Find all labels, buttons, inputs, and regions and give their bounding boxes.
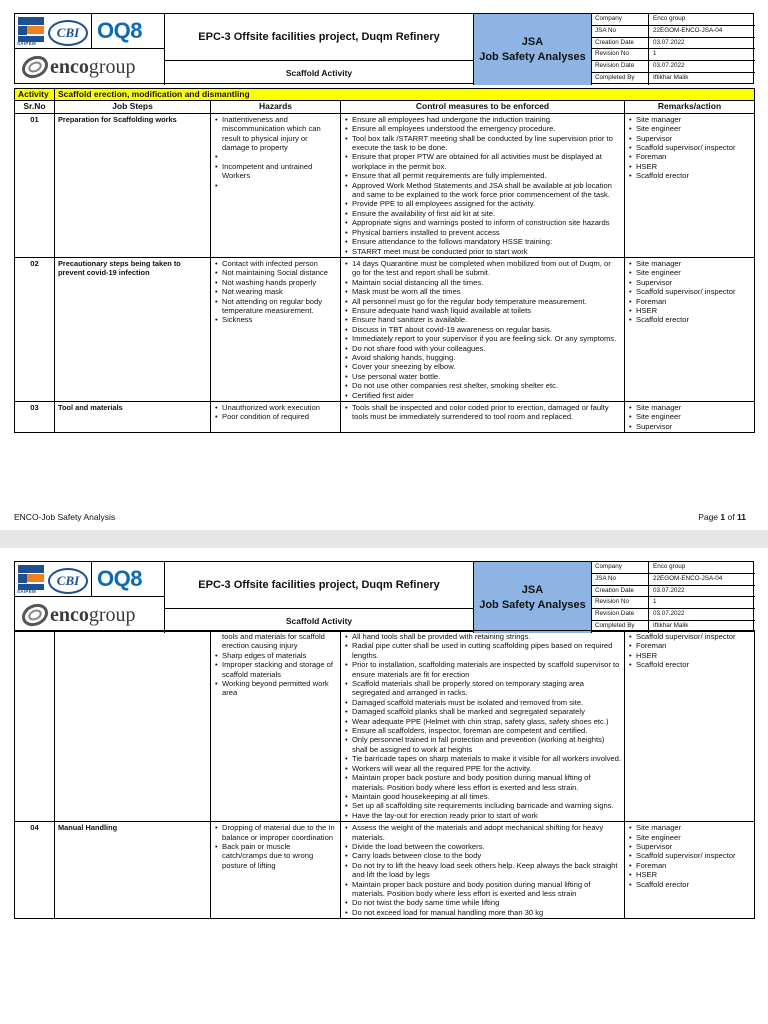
job-step: Precautionary steps being taken to prevent covid-19 infection bbox=[55, 257, 211, 401]
list-item: • Scaffold erector bbox=[628, 315, 751, 324]
encogroup-logo-cell bbox=[15, 49, 165, 85]
bullet-list bbox=[214, 259, 337, 325]
table-row bbox=[15, 257, 755, 401]
meta-row: Revision Date 03.07.2022 bbox=[592, 609, 755, 621]
list-item: • Ensure that all permit requirements are fully implemented. bbox=[344, 171, 621, 180]
remarks-cell bbox=[625, 631, 755, 822]
encogroup-swoosh-icon bbox=[21, 55, 49, 79]
list-item: • Site manager bbox=[628, 115, 751, 124]
jsa-abbrev: JSA bbox=[521, 35, 544, 48]
encogroup-wordmark: encogroup bbox=[50, 56, 136, 78]
jsa-title-box bbox=[474, 14, 592, 85]
meta-row: Creation Date 03.07.2022 bbox=[592, 38, 755, 50]
table-row bbox=[15, 402, 755, 433]
saipem-logo-text: SAIPEM bbox=[17, 589, 37, 594]
cbi-logo: CBI bbox=[48, 568, 88, 594]
control-measures-cell bbox=[341, 402, 625, 433]
list-item: • Foreman bbox=[628, 152, 751, 161]
list-item: • Prior to installation, scaffolding materials are inspected by scaffold supervisor to ensure materials are fit for erection bbox=[344, 660, 621, 679]
hazards-cell bbox=[211, 631, 341, 822]
page-header bbox=[14, 13, 754, 84]
jsa-full-title: Job Safety Analyses bbox=[479, 598, 586, 611]
bullet-list bbox=[344, 632, 621, 820]
bullet-list bbox=[628, 403, 751, 431]
list-item: • Do not exceed load for manual handling more than 30 kg bbox=[344, 908, 621, 917]
document-meta-table bbox=[592, 14, 755, 85]
list-item: • Scaffold supervisor/ inspector bbox=[628, 143, 751, 152]
list-item: • Maintain social distancing all the times. bbox=[344, 278, 621, 287]
list-item: • Do not twist the body same time while lifting bbox=[344, 898, 621, 907]
bullet-list bbox=[214, 115, 337, 190]
jsa-title-box bbox=[474, 562, 592, 633]
activity-value: Scaffold erection, modification and dismantling bbox=[55, 89, 755, 101]
column-header: Job Steps bbox=[55, 101, 211, 113]
meta-row: JSA No 22EGOM-ENCO-JSA-04 bbox=[592, 574, 755, 586]
list-item: • Not attending on regular body temperature measurement. bbox=[214, 297, 337, 316]
bullet-list bbox=[628, 632, 751, 670]
bullet-list bbox=[344, 823, 621, 917]
hazards-cell bbox=[211, 257, 341, 401]
list-item: • Assess the weight of the materials and adopt mechanical shifting for heavy materials. bbox=[344, 823, 621, 842]
hazard-continued-text: tools and materials for scaffold erection causing injury bbox=[222, 632, 325, 651]
page-gap bbox=[0, 530, 768, 548]
jsa-table bbox=[14, 88, 755, 433]
job-step: Tool and materials bbox=[55, 402, 211, 433]
list-item: • Ensure all scaffolders, inspector, foreman are competent and certified. bbox=[344, 726, 621, 735]
list-item: • Not maintaining Social distance bbox=[214, 268, 337, 277]
saipem-cbi-logo bbox=[15, 14, 92, 49]
step-number: 03 bbox=[15, 402, 55, 433]
list-item: • Foreman bbox=[628, 297, 751, 306]
step-number: 01 bbox=[15, 113, 55, 257]
meta-row: Revision No 1 bbox=[592, 597, 755, 609]
list-item: • Tool box talk /STARRT meeting shall be conducted by line supervision prior to execute the task to be done. bbox=[344, 134, 621, 153]
control-measures-cell bbox=[341, 113, 625, 257]
bullet-list bbox=[344, 403, 621, 422]
remarks-cell bbox=[625, 402, 755, 433]
list-item: • Foreman bbox=[628, 861, 751, 870]
saipem-cbi-logo bbox=[15, 562, 92, 597]
list-item: • Sharp edges of materials bbox=[214, 651, 337, 660]
list-item: • All hand tools shall be provided with retaining strings. bbox=[344, 632, 621, 641]
column-header: Control measures to be enforced bbox=[341, 101, 625, 113]
project-title: EPC-3 Offsite facilities project, Duqm Refinery bbox=[165, 14, 474, 61]
footer-page-number: Page 1 of 11 bbox=[698, 512, 746, 522]
meta-row: Completed By Iftikhar Malik bbox=[592, 621, 755, 633]
table-row bbox=[15, 822, 755, 919]
encogroup-logo-cell bbox=[15, 597, 165, 633]
list-item: • Scaffold supervisor/ inspector bbox=[628, 287, 751, 296]
list-item: • Ensure that proper PTW are obtained for all activities must be displayed at workplace in the permit box. bbox=[344, 152, 621, 171]
list-item: • Improper stacking and storage of scaffold materials bbox=[214, 660, 337, 679]
list-item: • Supervisor bbox=[628, 842, 751, 851]
job-step bbox=[55, 631, 211, 822]
meta-row: Company Enco group bbox=[592, 14, 755, 26]
list-item: • Ensure adequate hand wash liquid available at toilets bbox=[344, 306, 621, 315]
list-item: • Physical barriers installed to prevent access bbox=[344, 228, 621, 237]
list-item: • Contact with infected person bbox=[214, 259, 337, 268]
list-item: • Site engineer bbox=[628, 268, 751, 277]
list-item: • Ensure all employees understood the emergency procedure. bbox=[344, 124, 621, 133]
list-item: • Sickness bbox=[214, 315, 337, 324]
list-item bbox=[214, 181, 337, 190]
table-row bbox=[15, 631, 755, 822]
hazards-cell bbox=[211, 113, 341, 257]
project-title: EPC-3 Offsite facilities project, Duqm Refinery bbox=[165, 562, 474, 609]
list-item: • Do not try to lift the heavy load seek others help. Keep always the back straight and lift the load by legs bbox=[344, 861, 621, 880]
job-step: Manual Handling bbox=[55, 822, 211, 919]
list-item: • HSER bbox=[628, 870, 751, 879]
list-item: • Scaffold supervisor/ inspector bbox=[628, 851, 751, 860]
list-item: • Immediately report to your supervisor if you are feeling sick. Or any symptoms. bbox=[344, 334, 621, 343]
bullet-list bbox=[628, 115, 751, 181]
oq8-logo-cell bbox=[92, 562, 165, 597]
list-item: • Damaged scaffold planks shall be marked and segregated separately bbox=[344, 707, 621, 716]
footer-doc-name: ENCO-Job Safety Analysis bbox=[14, 512, 116, 522]
bullet-list bbox=[344, 259, 621, 400]
list-item: • Only personnel trained in fall protection and prevention (working at heights) shall be assigned to work at heights bbox=[344, 735, 621, 754]
meta-row: Revision Date 03.07.2022 bbox=[592, 61, 755, 73]
list-item: • Scaffold materials shall be properly stored on temporary staging area segregated and arranged in racks. bbox=[344, 679, 621, 698]
hazards-cell bbox=[211, 822, 341, 919]
list-item: • Scaffold supervisor/ inspector bbox=[628, 632, 751, 641]
hazards-cell bbox=[211, 402, 341, 433]
list-item: • Tie barricade tapes on sharp materials to make it visible for all workers involved. bbox=[344, 754, 621, 763]
list-item: • Not wearing mask bbox=[214, 287, 337, 296]
bullet-list bbox=[214, 823, 337, 870]
step-number: 04 bbox=[15, 822, 55, 919]
list-item: • Avoid shaking hands, hugging. bbox=[344, 353, 621, 362]
table-row bbox=[15, 113, 755, 257]
list-item: • Provide PPE to all employees assigned for the activity. bbox=[344, 199, 621, 208]
document-meta-table bbox=[592, 562, 755, 633]
bullet-list bbox=[344, 115, 621, 256]
meta-row: Creation Date 03.07.2022 bbox=[592, 586, 755, 598]
list-item: • Supervisor bbox=[628, 134, 751, 143]
meta-row: JSA No 22EGOM-ENCO-JSA-04 bbox=[592, 26, 755, 38]
cbi-logo: CBI bbox=[48, 20, 88, 46]
meta-row: Company Enco group bbox=[592, 562, 755, 574]
page-header bbox=[14, 561, 754, 632]
table-header-row bbox=[15, 101, 755, 113]
activity-row bbox=[15, 89, 755, 101]
remarks-cell bbox=[625, 257, 755, 401]
list-item: • Site engineer bbox=[628, 412, 751, 421]
jsa-full-title: Job Safety Analyses bbox=[479, 50, 586, 63]
list-item: • Scaffold erector bbox=[628, 660, 751, 669]
list-item: • All personnel must go for the regular body temperature measurement. bbox=[344, 297, 621, 306]
list-item: • HSER bbox=[628, 162, 751, 171]
list-item: • Maintain proper back posture and body position during manual lifting of materials. Position body where less effort is exerted and less strain bbox=[344, 880, 621, 899]
remarks-cell bbox=[625, 822, 755, 919]
meta-row: Completed By Iftikhar Malik bbox=[592, 73, 755, 85]
activity-subtitle: Scaffold Activity bbox=[165, 61, 474, 85]
list-item: • Scaffold erector bbox=[628, 880, 751, 889]
bullet-list bbox=[628, 823, 751, 889]
list-item: • Workers will wear all the required PPE for the activity. bbox=[344, 764, 621, 773]
control-measures-cell bbox=[341, 822, 625, 919]
list-item: • Radial pipe cutter shall be used in cutting scaffolding pipes based on required lengths. bbox=[344, 641, 621, 660]
list-item: • Cover your sneezing by elbow. bbox=[344, 362, 621, 371]
list-item: • Do not share food with your colleagues. bbox=[344, 344, 621, 353]
list-item: • Ensure all employees had undergone the induction training. bbox=[344, 115, 621, 124]
list-item: • Site manager bbox=[628, 823, 751, 832]
column-header: Sr.No bbox=[15, 101, 55, 113]
jsa-abbrev: JSA bbox=[521, 583, 544, 596]
activity-label: Activity bbox=[15, 89, 55, 101]
bullet-list bbox=[628, 259, 751, 325]
column-header: Remarks/action bbox=[625, 101, 755, 113]
oq8-logo: OQ8 bbox=[97, 566, 142, 591]
saipem-logo-icon bbox=[18, 565, 44, 591]
list-item: • Wear adequate PPE (Helmet with chin strap, safety glass, safety shoes etc.) bbox=[344, 717, 621, 726]
list-item: • Incompetent and untrained Workers bbox=[214, 162, 337, 181]
list-item: • Tools shall be inspected and color coded prior to erection, damaged or faulty tools must be immediately surrendered to tool room and replaced. bbox=[344, 403, 621, 422]
list-item: • Working beyond permitted work area bbox=[214, 679, 337, 698]
list-item: • HSER bbox=[628, 306, 751, 315]
list-item: • Discuss in TBT about covid-19 awareness on regular basis. bbox=[344, 325, 621, 334]
list-item: • Use personal water bottle. bbox=[344, 372, 621, 381]
list-item: • Carry loads between close to the body bbox=[344, 851, 621, 860]
list-item: • Have the lay-out for erection ready prior to start of work bbox=[344, 811, 621, 820]
oq8-logo: OQ8 bbox=[97, 18, 142, 43]
list-item: • Back pain or muscle catch/cramps due to wrong posture of lifting bbox=[214, 842, 337, 870]
list-item: • Site engineer bbox=[628, 833, 751, 842]
encogroup-swoosh-icon bbox=[21, 603, 49, 627]
step-number bbox=[15, 631, 55, 822]
saipem-logo-text: SAIPEM bbox=[17, 41, 37, 46]
jsa-table-continued bbox=[14, 630, 755, 919]
list-item: • Divide the load between the coworkers. bbox=[344, 842, 621, 851]
list-item: • Ensure hand sanitizer is available. bbox=[344, 315, 621, 324]
list-item bbox=[214, 152, 337, 161]
list-item: • Ensure the availability of first aid kit at site. bbox=[344, 209, 621, 218]
bullet-list bbox=[214, 651, 337, 698]
list-item: • Mask must be worn all the times bbox=[344, 287, 621, 296]
list-item: • Not washing hands properly bbox=[214, 278, 337, 287]
remarks-cell bbox=[625, 113, 755, 257]
step-number: 02 bbox=[15, 257, 55, 401]
meta-row: Revision No 1 bbox=[592, 49, 755, 61]
list-item: • Site manager bbox=[628, 403, 751, 412]
list-item: • Supervisor bbox=[628, 278, 751, 287]
list-item: • Dropping of material due to the In balance or improper coordination bbox=[214, 823, 337, 842]
list-item: • Foreman bbox=[628, 641, 751, 650]
list-item: • Set up all scaffolding site requirements including barricade and warning signs. bbox=[344, 801, 621, 810]
column-header: Hazards bbox=[211, 101, 341, 113]
job-step: Preparation for Scaffolding works bbox=[55, 113, 211, 257]
document-page-2 bbox=[0, 548, 768, 1024]
list-item: • Site engineer bbox=[628, 124, 751, 133]
list-item: • Poor condition of required bbox=[214, 412, 337, 421]
oq8-logo-cell bbox=[92, 14, 165, 49]
list-item: • Site manager bbox=[628, 259, 751, 268]
control-measures-cell bbox=[341, 257, 625, 401]
list-item: • Certified first aider bbox=[344, 391, 621, 400]
list-item: • Maintain good housekeeping at all times. bbox=[344, 792, 621, 801]
list-item: • Damaged scaffold materials must be isolated and removed from site. bbox=[344, 698, 621, 707]
list-item: • Appropriate signs and warnings posted to inform of construction site hazards bbox=[344, 218, 621, 227]
list-item: • Inattentiveness and miscommunication which can result to physical injury or damage to property bbox=[214, 115, 337, 153]
control-measures-cell bbox=[341, 631, 625, 822]
list-item: • STARRT meet must be conducted prior to start work bbox=[344, 247, 621, 256]
list-item: • Supervisor bbox=[628, 422, 751, 431]
saipem-logo-icon bbox=[18, 17, 44, 43]
list-item: • Maintain proper back posture and body position during manual lifting of materials. Position body where less effort is exerted and less strain. bbox=[344, 773, 621, 792]
list-item: • Do not use other companies rest shelter, smoking shelter etc. bbox=[344, 381, 621, 390]
list-item: • Unauthorized work execution bbox=[214, 403, 337, 412]
bullet-list bbox=[214, 403, 337, 422]
list-item: • 14 days Quarantine must be completed when mobilized from out of Duqm, or go for the test and report shall be submit. bbox=[344, 259, 621, 278]
activity-subtitle: Scaffold Activity bbox=[165, 609, 474, 633]
encogroup-wordmark: encogroup bbox=[50, 604, 136, 626]
list-item: • HSER bbox=[628, 651, 751, 660]
list-item: • Ensure attendance to the follows mandatory HSSE training: bbox=[344, 237, 621, 246]
list-item: • Scaffold erector bbox=[628, 171, 751, 180]
list-item: • Approved Work Method Statements and JSA shall be available at job location and same to be explained to the work force prior commencement of the task. bbox=[344, 181, 621, 200]
